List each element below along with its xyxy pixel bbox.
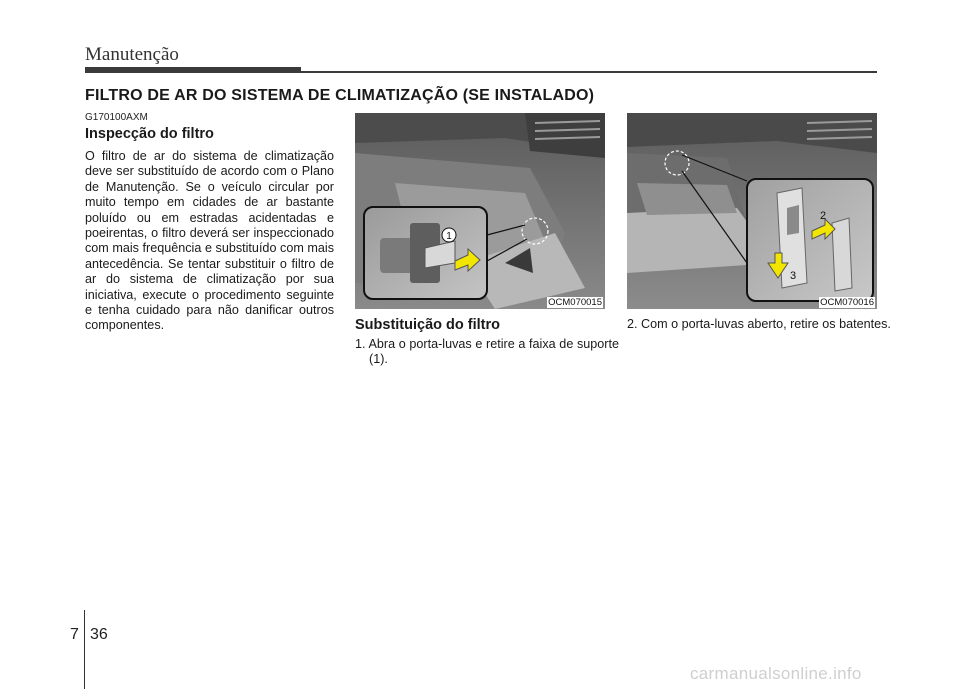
glovebox-strap-illustration xyxy=(355,113,605,309)
replacement-step-1: 1. Abra o porta-luvas e retire a faixa de suporte (1). xyxy=(355,337,619,367)
page-chapter-number: 7 xyxy=(70,626,79,643)
figure2-callout-3: 3 xyxy=(789,270,797,282)
inspection-heading: Inspecção do filtro xyxy=(85,126,214,142)
header-rule-thick xyxy=(85,67,301,73)
figure2-callout-2: 2 xyxy=(819,210,827,222)
figure1-callout-1: 1 xyxy=(446,231,452,242)
figure-glovebox-strap xyxy=(355,113,605,309)
glovebox-stoppers-illustration xyxy=(627,113,877,309)
footer-divider xyxy=(84,610,85,689)
section-code: G170100AXM xyxy=(85,112,148,123)
figure1-caption: OCM070015 xyxy=(548,297,602,308)
figure2-caption: OCM070016 xyxy=(820,297,874,308)
replacement-heading: Substituição do filtro xyxy=(355,317,500,333)
page-header-title: Manutenção xyxy=(85,44,179,65)
page-number: 36 xyxy=(90,626,108,643)
watermark-text: carmanualsonline.info xyxy=(690,664,862,683)
replacement-step-2: 2. Com o porta-luvas aberto, retire os batentes. xyxy=(627,317,891,331)
section-title: FILTRO DE AR DO SISTEMA DE CLIMATIZAÇÃO (SE INSTALADO) xyxy=(85,87,595,104)
inspection-text: O filtro de ar do sistema de climatização deve ser substituído de acordo com o Plano de Manutenção. Se o veículo circular por muito tempo em cidades de ar bastante poluído ou em estradas acidentadas e poeirentas, o filtro deverá ser inspeccionado com mais frequência e substituído com mais antecedência. Se tentar substituir o filtro de ar do sistema de climatização por sua iniciativa, execute o procedimento seguinte e tenha cuidado para não danificar outros componentes. xyxy=(85,149,334,333)
header-rule-thin xyxy=(301,71,877,73)
figure-glovebox-stoppers xyxy=(627,113,877,309)
